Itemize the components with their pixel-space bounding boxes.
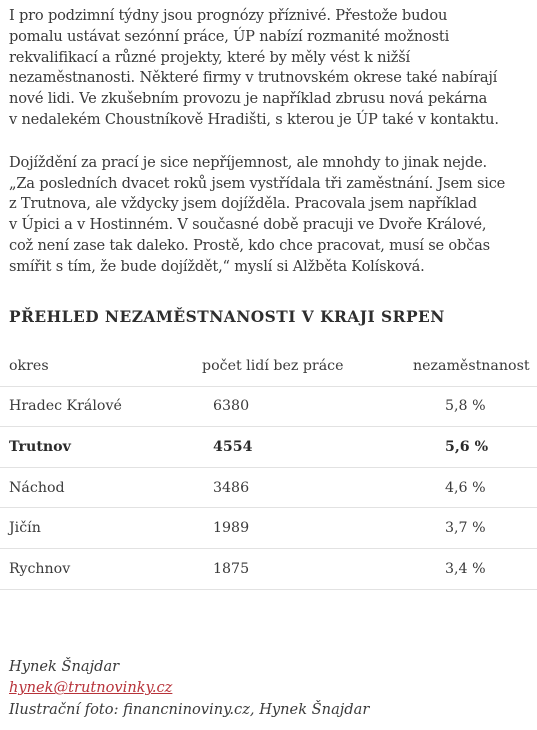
cell-nezamestnanost: 5,8 %: [445, 398, 486, 415]
cell-okres: Hradec Králové: [9, 398, 122, 415]
cell-pocet: 1875: [213, 560, 250, 577]
author-email-link[interactable]: hynek@trutnovinky.cz: [9, 679, 173, 697]
table-row: [0, 386, 537, 427]
unemployment-table: [0, 346, 537, 590]
table-row: [0, 467, 537, 508]
column-header-okres: okres: [9, 357, 49, 374]
author-name: Hynek Šnajdar: [9, 658, 120, 675]
column-header-nezamestnanost: nezaměstnanost: [413, 357, 530, 374]
column-header-pocet: počet lidí bez práce: [202, 357, 344, 374]
cell-nezamestnanost: 3,4 %: [445, 560, 486, 577]
cell-nezamestnanost: 4,6 %: [445, 479, 486, 496]
cell-nezamestnanost: 3,7 %: [445, 520, 486, 537]
photo-credit: Ilustrační foto: financninoviny.cz, Hynek Šnajdar: [9, 700, 370, 718]
article-paragraph: Dojíždění za prací je sice nepříjemnost, ale mnohdy to jinak nejde. „Za posledních dvacet roků jsem vystřídala tři zaměstnání. Jsem sice z Trutnova, ale vždycky jsem dojížděla. Pracovala jsem například v Úpici a v Hostinném. V současné době pracuji ve Dvoře Králové, což není zase tak daleko. Prostě, kdo chce pracovat, musí se občas smířit s tím, že bude dojíždět,“ myslí si Alžběta Kolísková.: [9, 153, 506, 275]
article-credits: [9, 656, 369, 720]
table-header-row: [0, 346, 537, 387]
table-row: [0, 549, 537, 590]
cell-okres: Jičín: [9, 520, 41, 537]
table-body: [0, 386, 537, 589]
table-row: [0, 508, 537, 549]
cell-pocet: 4554: [213, 439, 253, 456]
table-title: PŘEHLED NEZAMĚSTNANOSTI V KRAJI SRPEN: [9, 307, 445, 326]
article-paragraph: I pro podzimní týdny jsou prognózy příznivé. Přestože budou pomalu ustávat sezónní práce, ÚP nabízí rozmanité možnosti rekvalifikací a různé projekty, které by měly vést k nižší nezaměstnanosti. Některé firmy v trutnovském okrese také nabírají nové lidi. Ve zkušebním provozu je například zbrusu nová pekárna v nedalekém Choustníkově Hradišti, s kterou je ÚP také v kontaktu.: [9, 7, 499, 128]
cell-okres: Náchod: [9, 479, 65, 496]
cell-nezamestnanost: 5,6 %: [445, 439, 489, 456]
cell-pocet: 6380: [213, 398, 250, 415]
cell-okres: Rychnov: [9, 560, 71, 577]
article-body: [9, 6, 529, 590]
cell-okres: Trutnov: [9, 439, 71, 456]
cell-pocet: 1989: [213, 520, 250, 537]
table-row: [0, 427, 537, 468]
cell-pocet: 3486: [213, 479, 250, 496]
